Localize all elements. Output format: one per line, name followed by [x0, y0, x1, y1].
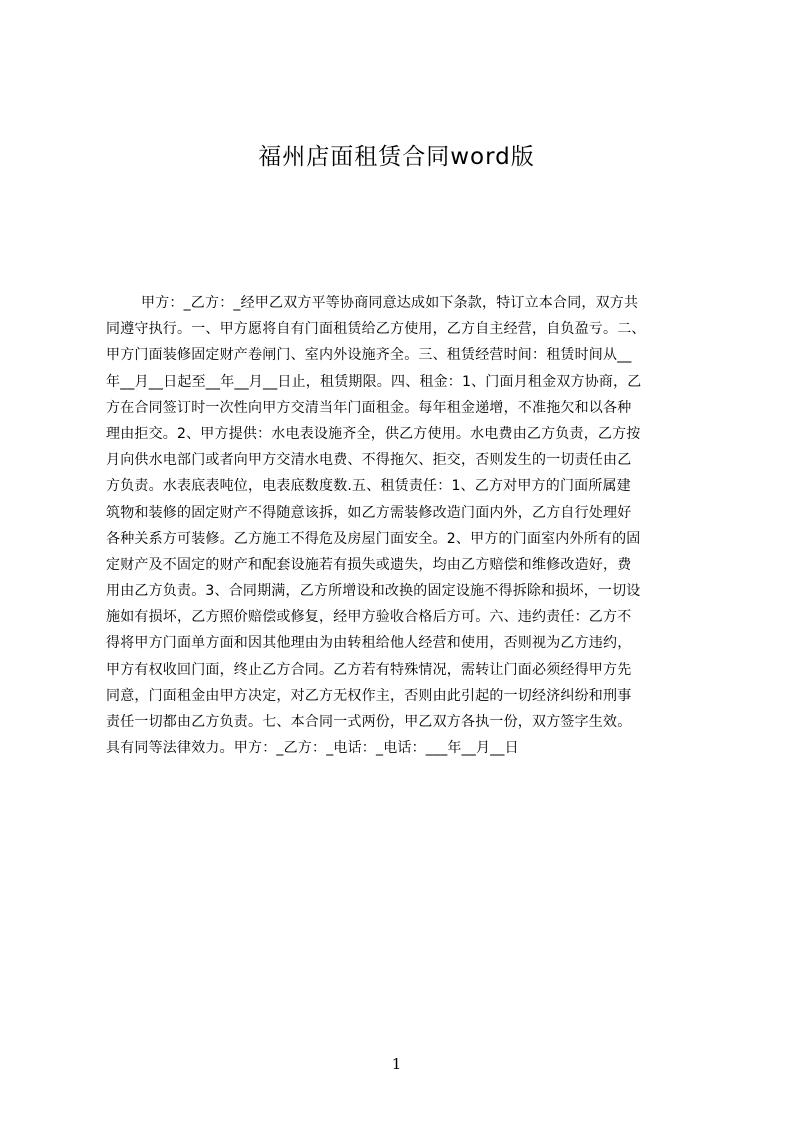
- page-number: 1: [391, 1055, 402, 1073]
- body-line: 筑物和装修的固定财产不得随意该拆，如乙方需装修改造门面内外，乙方自行处理好: [106, 504, 632, 521]
- body-line: 甲方门面装修固定财产卷闸门、室内外设施齐全。三、租赁经营时间：租赁时间从__: [106, 347, 632, 364]
- body-line: 责任一切都由乙方负责。七、本合同一式两份，甲乙双方各执一份，双方签字生效。: [106, 714, 632, 730]
- body-line: 同遵守执行。一、甲方愿将自有门面租赁给乙方使用，乙方自主经营，自负盈亏。二、: [106, 321, 646, 338]
- body-line: 理由拒交。2、甲方提供：水电表设施齐全，供乙方使用。水电费由乙方负责，乙方按: [106, 425, 641, 442]
- body-line: 各种关系方可装修。乙方施工不得危及房屋门面安全。2、甲方的门面室内外所有的固: [106, 530, 641, 547]
- body-line: 月向供水电部门或者向甲方交清水电费、不得拖欠、拒交，否则发生的一切责任由乙: [106, 452, 632, 469]
- body-line: 同意，门面租金由甲方决定，对乙方无权作主，否则由此引起的一切经济纠纷和刑事: [106, 687, 632, 704]
- page-title: 福州店面租赁合同word版: [258, 144, 535, 170]
- body-line: 方负责。水表底表吨位，电表底数度数.五、租赁责任：1、乙方对甲方的门面所属建: [106, 478, 631, 495]
- body-line: 方在合同签订时一次性向甲方交清当年门面租金。每年租金递增，不准拖欠和以各种: [106, 399, 632, 416]
- body-line: 用由乙方负责。3、合同期满，乙方所增设和改换的固定设施不得拆除和损坏，一切设: [106, 583, 641, 600]
- body-line: 甲方有权收回门面，终止乙方合同。乙方若有特殊情况，需转让门面必须经得甲方先: [106, 661, 632, 678]
- body-line: 定财产及不固定的财产和配套设施若有损失或遗失，均由乙方赔偿和维修改造好，费: [106, 556, 632, 573]
- contract-body: [106, 290, 706, 761]
- body-line: 具有同等法律效力。甲方：_乙方：_电话：_电话：___年__月__日: [106, 740, 519, 757]
- body-line: 施如有损坏，乙方照价赔偿或修复，经甲方验收合格后方可。六、违约责任：乙方不: [106, 609, 632, 626]
- body-line: 年__月__日起至__年__月__日止，租赁期限。四、租金：1、门面月租金双方协商，乙: [106, 373, 642, 390]
- body-line: 得将甲方门面单方面和因其他理由为由转租给他人经营和使用，否则视为乙方违约，: [106, 635, 632, 652]
- body-line: 甲方：_乙方：_经甲乙双方平等协商同意达成如下条款，特订立本合同，双方共: [141, 295, 639, 311]
